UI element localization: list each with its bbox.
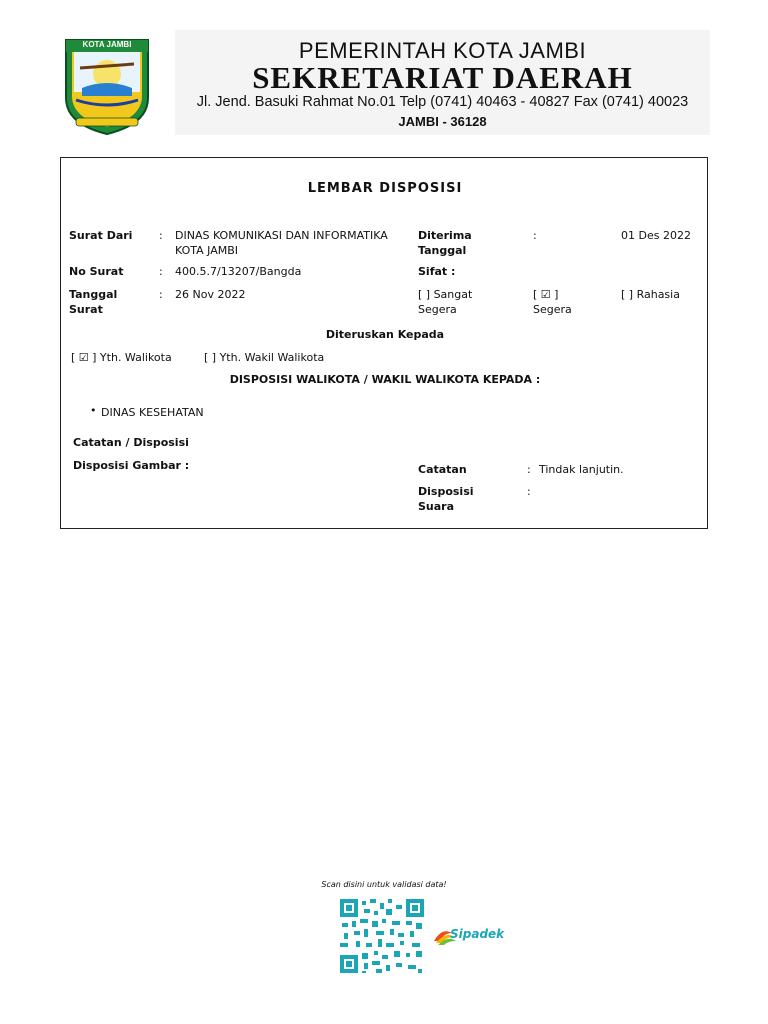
diterima-colon: :: [533, 229, 537, 242]
catatan-colon: :: [527, 463, 531, 476]
sifat-segera-label: Segera: [533, 303, 572, 316]
scan-instruction: Scan disini untuk validasi data!: [321, 880, 447, 889]
letterhead-city: JAMBI - 36128: [398, 114, 487, 129]
disposisi-heading: DISPOSISI WALIKOTA / WAKIL WALIKOTA KEPADA :: [229, 373, 541, 386]
catatan-value: Tindak lanjutin.: [539, 463, 624, 476]
diterima-label-line2: Tanggal: [418, 244, 467, 257]
diterima-label-line1: Diterima: [418, 229, 472, 242]
sifat-label: Sifat :: [418, 265, 456, 278]
tanggal-surat-value: 26 Nov 2022: [175, 288, 246, 301]
diteruskan-heading: Diteruskan Kepada: [325, 328, 445, 341]
city-emblem-logo: [62, 36, 152, 136]
surat-dari-colon: :: [159, 229, 163, 242]
sifat-segera-checkbox: [ ☑ ]: [533, 288, 559, 301]
no-surat-value: 400.5.7/13207/Bangda: [175, 265, 302, 278]
catatan-disposisi-label: Catatan / Disposisi: [73, 436, 189, 449]
tanggal-surat-label-line2: Surat: [69, 303, 103, 316]
validation-qr-code[interactable]: [338, 897, 426, 975]
sipadek-brand-text: Sipadek: [450, 927, 505, 941]
disposisi-suara-label-line2: Suara: [418, 500, 455, 513]
tanggal-surat-colon: :: [159, 288, 163, 301]
diteruskan-walikota-checkbox: [ ☑ ] Yth. Walikota: [71, 351, 172, 364]
surat-dari-value-line1: DINAS KOMUNIKASI DAN INFORMATIKA: [175, 229, 388, 242]
no-surat-label: No Surat: [69, 265, 124, 278]
emblem-label: KOTA JAMBI: [82, 40, 132, 49]
form-title: LEMBAR DISPOSISI: [307, 181, 463, 196]
catatan-label: Catatan: [418, 463, 467, 476]
diteruskan-wakil-walikota-checkbox: [ ] Yth. Wakil Walikota: [204, 351, 325, 364]
sifat-rahasia-checkbox: [ ] Rahasia: [621, 288, 680, 301]
disposisi-suara-colon: :: [527, 485, 531, 498]
letterhead-office: SEKRETARIAT DAERAH: [252, 60, 633, 95]
disposisi-gambar-label: Disposisi Gambar :: [73, 459, 190, 472]
no-surat-colon: :: [159, 265, 163, 278]
disposisi-bullet: •: [90, 404, 97, 417]
disposisi-suara-label-line1: Disposisi: [418, 485, 474, 498]
sifat-sangat-segera-checkbox: [ ] Sangat: [418, 288, 473, 301]
letterhead-government: PEMERINTAH KOTA JAMBI: [298, 38, 587, 63]
disposisi-item: DINAS KESEHATAN: [101, 406, 204, 419]
diterima-value: 01 Des 2022: [621, 229, 691, 242]
tanggal-surat-label-line1: Tanggal: [69, 288, 118, 301]
disposition-form: [60, 157, 708, 529]
surat-dari-value-line2: KOTA JAMBI: [175, 244, 239, 257]
letterhead-address: Jl. Jend. Basuki Rahmat No.01 Telp (0741) 40463 - 40827 Fax (0741) 40023: [196, 94, 689, 110]
sifat-sangat-segera-label-line2: Segera: [418, 303, 457, 316]
surat-dari-label: Surat Dari: [69, 229, 133, 242]
